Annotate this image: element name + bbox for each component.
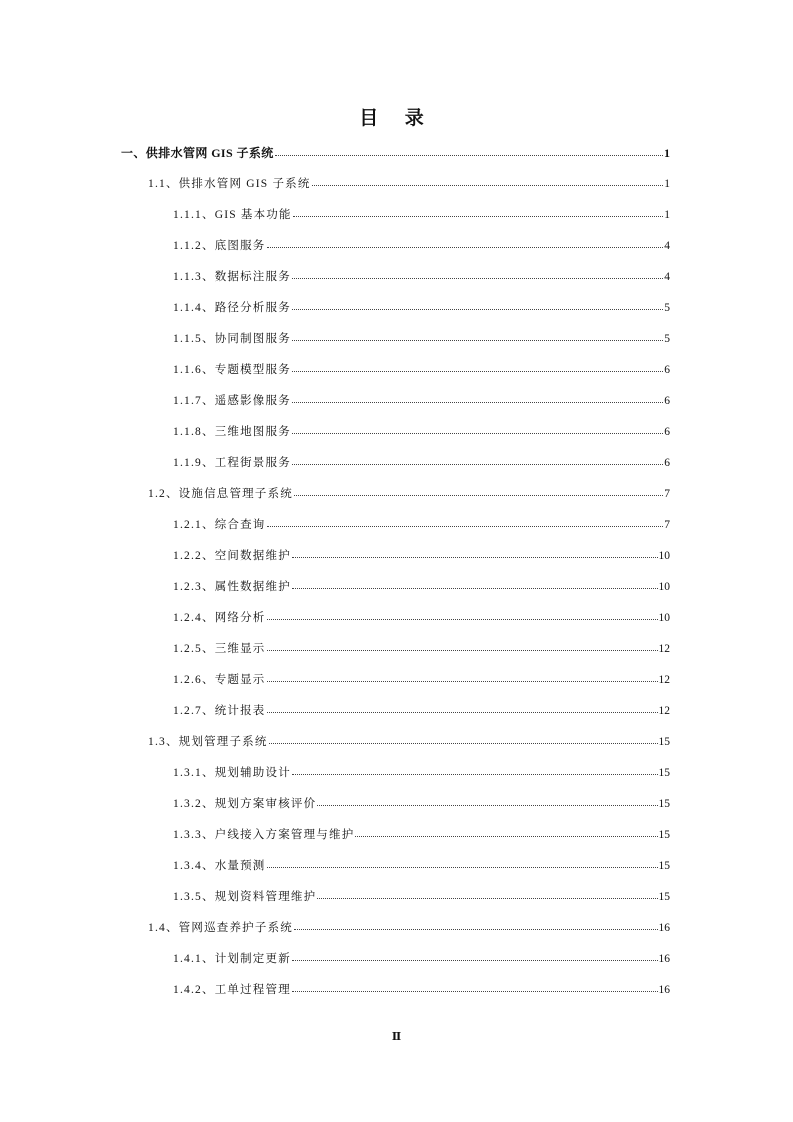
toc-section-entry[interactable] [148, 919, 670, 939]
toc-entry-label: 1.1、供排水管网 GIS 子系统 [148, 178, 311, 190]
dot-leader [292, 981, 658, 993]
toc-entry-label: 1.4.1、计划制定更新 [173, 953, 291, 965]
dot-leader [267, 857, 658, 869]
toc-entry-page: 4 [664, 240, 670, 252]
toc-entry-page: 1 [664, 178, 670, 190]
dot-leader [292, 392, 663, 404]
toc-entry-label: 1.2.3、属性数据维护 [173, 581, 291, 593]
toc-subsection-entry[interactable] [173, 764, 670, 784]
page-title: 目 录 [359, 107, 434, 129]
toc-entry-page: 12 [658, 674, 670, 686]
toc-entry-label: 1.4、管网巡查养护子系统 [148, 922, 293, 934]
dot-leader [317, 795, 657, 807]
toc-entry-label: 1.1.1、GIS 基本功能 [173, 209, 292, 221]
toc-entry-page: 15 [658, 829, 670, 841]
toc-subsection-entry[interactable] [173, 206, 670, 226]
toc-entry-page: 7 [664, 519, 670, 531]
toc-entry-label: 1.3.5、规划资料管理维护 [173, 891, 317, 903]
toc-chapter-entry[interactable] [121, 144, 670, 164]
toc-entry-page: 15 [658, 798, 670, 810]
toc-entry-page: 15 [658, 767, 670, 779]
toc-entry-label: 1.1.2、底图服务 [173, 240, 266, 252]
toc-entry-page: 15 [658, 860, 670, 872]
toc-entry-page: 5 [664, 333, 670, 345]
toc-entry-label: 1.3、规划管理子系统 [148, 736, 268, 748]
toc-entry-label: 1.2.6、专题显示 [173, 674, 266, 686]
toc-subsection-entry[interactable] [173, 516, 670, 536]
dot-leader [292, 547, 658, 559]
dot-leader [269, 733, 658, 745]
toc-subsection-entry[interactable] [173, 578, 670, 598]
dot-leader [292, 950, 658, 962]
toc-entry-label: 1.1.9、工程街景服务 [173, 457, 291, 469]
dot-leader [292, 454, 663, 466]
toc-entry-page: 16 [658, 984, 670, 996]
toc-entry-label: 1.3.3、户线接入方案管理与维护 [173, 829, 355, 841]
toc-entry-label: 1.2.2、空间数据维护 [173, 550, 291, 562]
toc-entry-page: 1 [664, 146, 670, 160]
dot-leader [294, 485, 663, 497]
toc-subsection-entry[interactable] [173, 640, 670, 660]
toc-entry-page: 10 [658, 581, 670, 593]
toc-entry-label: 1.2、设施信息管理子系统 [148, 488, 293, 500]
toc-subsection-entry[interactable] [173, 857, 670, 877]
toc-subsection-entry[interactable] [173, 888, 670, 908]
dot-leader [292, 330, 663, 342]
toc-entry-page: 15 [658, 736, 670, 748]
toc-entry-page: 6 [664, 364, 670, 376]
toc-subsection-entry[interactable] [173, 671, 670, 691]
toc-entry-label: 1.4.2、工单过程管理 [173, 984, 291, 996]
toc-subsection-entry[interactable] [173, 826, 670, 846]
dot-leader [267, 671, 658, 683]
toc-entry-label: 1.3.2、规划方案审核评价 [173, 798, 317, 810]
toc-entry-label: 1.3.4、水量预测 [173, 860, 266, 872]
dot-leader [267, 516, 664, 528]
toc-section-entry[interactable] [148, 175, 670, 195]
dot-leader [267, 702, 658, 714]
toc-entry-page: 12 [658, 705, 670, 717]
toc-entry-page: 4 [664, 271, 670, 283]
toc-entry-label: 1.1.5、协同制图服务 [173, 333, 291, 345]
toc-entry-label: 1.1.8、三维地图服务 [173, 426, 291, 438]
dot-leader [292, 361, 663, 373]
dot-leader [355, 826, 657, 838]
toc-subsection-entry[interactable] [173, 609, 670, 629]
toc-entry-label: 1.1.3、数据标注服务 [173, 271, 291, 283]
toc-subsection-entry[interactable] [173, 702, 670, 722]
toc-subsection-entry[interactable] [173, 981, 670, 1001]
toc-entry-page: 15 [658, 891, 670, 903]
toc-entry-page: 5 [664, 302, 670, 314]
toc-subsection-entry[interactable] [173, 547, 670, 567]
dot-leader [292, 423, 663, 435]
toc-entry-label: 1.2.1、综合查询 [173, 519, 266, 531]
toc-entry-label: 1.2.7、统计报表 [173, 705, 266, 717]
toc-entry-label: 1.1.4、路径分析服务 [173, 302, 291, 314]
toc-entry-label: 1.3.1、规划辅助设计 [173, 767, 291, 779]
toc-section-entry[interactable] [148, 485, 670, 505]
toc-entry-label: 一、供排水管网 GIS 子系统 [121, 146, 274, 160]
toc-entry-label: 1.1.6、专题模型服务 [173, 364, 291, 376]
toc-entry-label: 1.2.4、网络分析 [173, 612, 266, 624]
toc-entry-page: 6 [664, 457, 670, 469]
toc-entry-page: 7 [664, 488, 670, 500]
toc-subsection-entry[interactable] [173, 950, 670, 970]
toc-subsection-entry[interactable] [173, 268, 670, 288]
dot-leader [292, 764, 658, 776]
dot-leader [275, 145, 663, 157]
toc-subsection-entry[interactable] [173, 330, 670, 350]
toc-subsection-entry[interactable] [173, 299, 670, 319]
toc-entry-label: 1.1.7、遥感影像服务 [173, 395, 291, 407]
dot-leader [317, 888, 657, 900]
dot-leader [292, 578, 658, 590]
toc-entry-page: 16 [658, 922, 670, 934]
toc-entry-page: 12 [658, 643, 670, 655]
toc-entry-page: 6 [664, 395, 670, 407]
page-number: Ⅱ [391, 1031, 402, 1043]
toc-entry-page: 6 [664, 426, 670, 438]
dot-leader [267, 609, 658, 621]
toc-subsection-entry[interactable] [173, 795, 670, 815]
toc-entry-page: 1 [664, 209, 670, 221]
dot-leader [312, 175, 664, 187]
toc-subsection-entry[interactable] [173, 454, 670, 474]
toc-subsection-entry[interactable] [173, 423, 670, 443]
toc-subsection-entry[interactable] [173, 361, 670, 381]
toc-entry-page: 10 [658, 550, 670, 562]
toc-entry-label: 1.2.5、三维显示 [173, 643, 266, 655]
toc-subsection-entry[interactable] [173, 392, 670, 412]
dot-leader [267, 640, 658, 652]
dot-leader [292, 268, 663, 280]
dot-leader [267, 237, 664, 249]
toc-section-entry[interactable] [148, 733, 670, 753]
toc-entry-page: 16 [658, 953, 670, 965]
toc-subsection-entry[interactable] [173, 237, 670, 257]
toc-entry-page: 10 [658, 612, 670, 624]
dot-leader [292, 299, 663, 311]
dot-leader [294, 919, 658, 931]
dot-leader [293, 206, 664, 218]
